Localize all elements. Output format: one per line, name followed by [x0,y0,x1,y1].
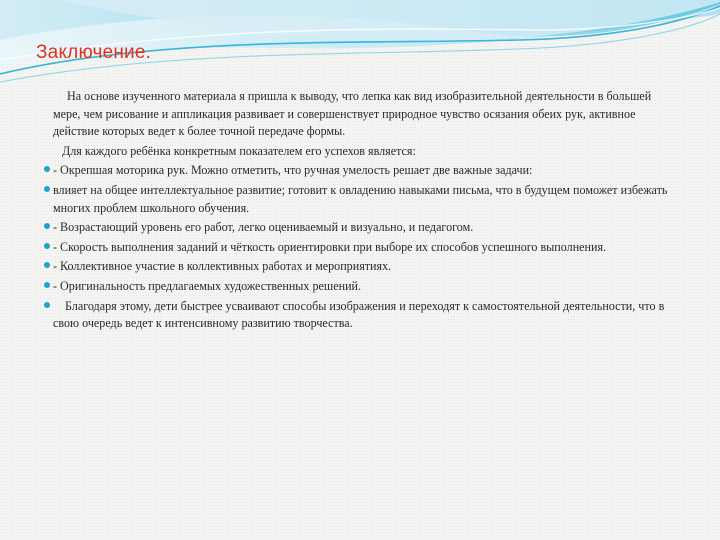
success-indicators-intro: Для каждого ребёнка конкретным показателем его успехов является: [62,143,416,158]
list-item-text: - Оригинальность предлагаемых художественных решений. [53,278,362,293]
list-item [44,258,672,276]
bullet-icon [44,186,50,192]
bullet-icon [44,166,50,172]
list-item [44,219,672,237]
list-item [44,182,672,217]
list-item [44,298,672,333]
list-item-text: влияет на общее интеллектуальное развитие; готовит к овладению навыками письма, что в будущем поможет избежать многих проблем школьного обучения. [53,182,668,215]
list-item-text: - Окрепшая моторика рук. Можно отметить, что ручная умелость решает две важные задачи: [53,163,533,178]
slide-body [44,88,672,335]
list-item-text: - Скорость выполнения заданий и чёткость ориентировки при выборе их способов успешного выполнения. [53,239,607,254]
list-item [44,162,672,180]
bullet-icon [44,243,50,249]
list-item-text: - Коллективное участие в коллективных работах и мероприятиях. [53,259,392,274]
bullet-icon [44,223,50,229]
list-item-text: Благодаря этому, дети быстрее усваивают способы изображения и переходят к самостоятельной деятельности, что в свою очередь ведет к интенсивному развитию творчества. [53,298,665,331]
bullet-icon [44,282,50,288]
list-item [44,278,672,296]
list-item [44,239,672,257]
slide-title: Заключение. [36,42,152,63]
list-item-text: - Возрастающий уровень его работ, легко оцениваемый и визуально, и педагогом. [53,220,474,235]
bullet-icon [44,262,50,268]
bullet-icon [44,302,50,308]
conclusion-paragraph: На основе изученного материала я пришла к выводу, что лепка как вид изобразительной деятельности в большей мере, чем рисование и аппликация развивает и совершенствует природное чувство осязания обеих рук, активное действие которых ведет к более точной передаче формы. [53,89,652,139]
